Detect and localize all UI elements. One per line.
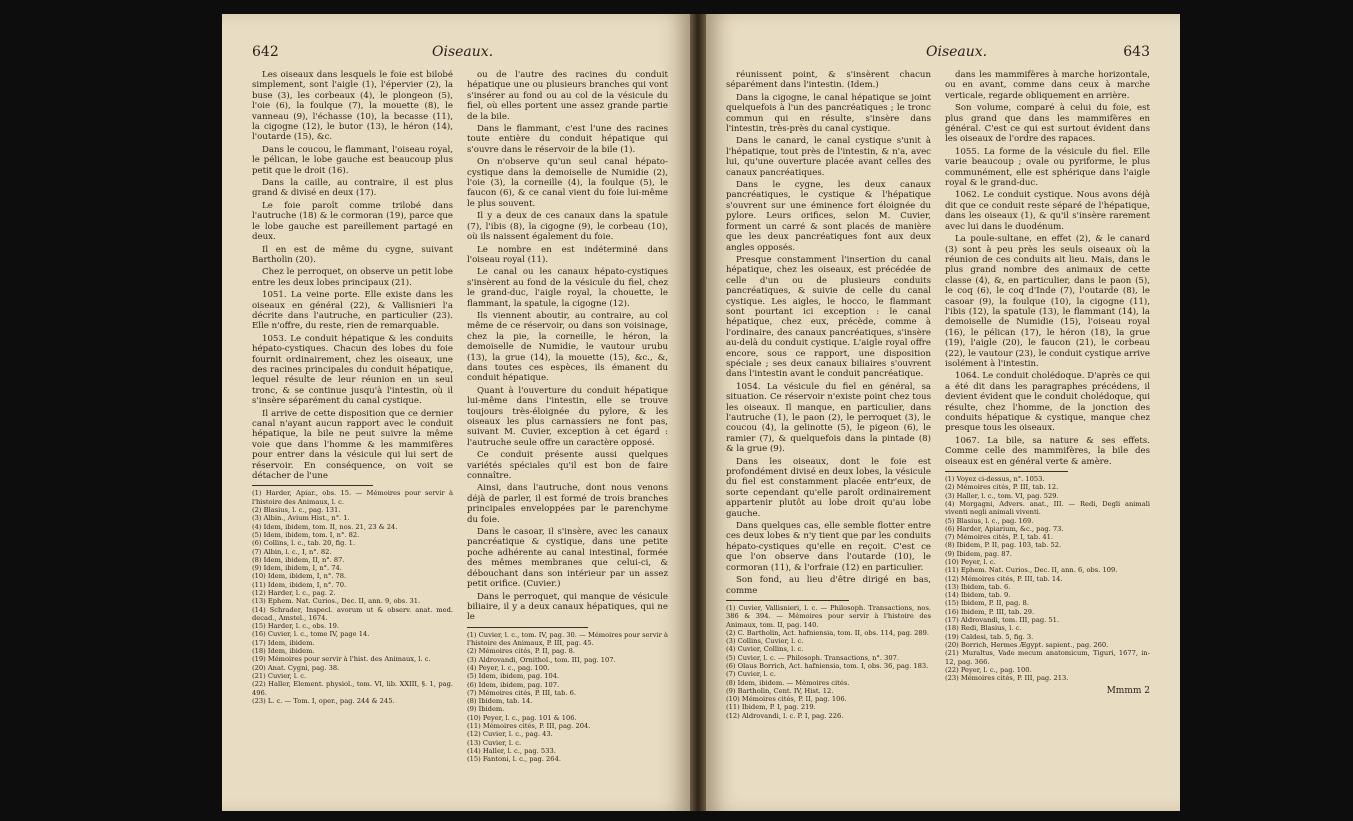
footnote: (13) Ibidem, tab. 6. — [945, 582, 1011, 591]
right-column-2 — [945, 70, 1150, 797]
right-page — [706, 14, 1180, 811]
footnote: (21) Cuvier, l. c. — [252, 671, 307, 680]
paragraph: 1067. La bile, sa nature & ses effets. Comme celle des mammifères, la bile des oiseaux est en général verte & amère. — [945, 435, 1150, 467]
footnote: (1) Voyez ci-dessus, n°. 1053. — [945, 475, 1045, 484]
left-column-1 — [252, 70, 453, 797]
right-columns — [726, 70, 1150, 797]
footnote: (7) Cuvier, l. c. — [726, 670, 776, 679]
footnote: (10) Peyer, l. c. — [945, 558, 996, 566]
footnote: (1) Cuvier, Vallisnieri, l. c. — Philosoph. Transactions, nos. 386 & 394. — Mémoires pour servir à l'histoire des Animaux, tom. II, pag. 140. — [726, 603, 931, 629]
paragraph: Dans la cigogne, le canal hépatique se joint quelquefois à l'un des pancréatiques ; le tronc commun qui en résulte, s'insère dans l'intestin, très-près du canal cystique. — [726, 92, 931, 135]
footnote: (21) Muraltus, Vade mecum anatomicum, Tiguri, 1677, in-12, pag. 366. — [945, 649, 1150, 666]
footnote: (12) Aldrovandi, l. c. P. I, pag. 226. — [726, 711, 844, 720]
footnote: (14) Haller, l. c., pag. 533. — [467, 746, 556, 755]
footnote: (4) Idem, ibidem, tom. II, nos. 21, 23 & 24. — [252, 522, 398, 531]
right-col2-paragraphs — [945, 70, 1150, 467]
left-column-2 — [467, 70, 668, 797]
paragraph: Dans les oiseaux, dont le foie est profondément divisé en deux lobes, la vésicule du fiel est constamment placée entr'eux, de sorte cependant qu'elle paroît ordinairement appartenir plutôt au lobe droit qu'au lobe gauche. — [726, 456, 931, 519]
paragraph: Chez le perroquet, on observe un petit lobe entre les deux lobes principaux (21). — [252, 267, 453, 288]
footnote: (23) Mémoires cités, P. III, pag. 213. — [945, 674, 1069, 683]
right-col1-paragraphs — [726, 70, 931, 596]
left-running-header: Oiseaux. — [432, 44, 494, 60]
footnote: (23) L. c. — Tom. I, oper., pag. 244 & 245. — [252, 696, 395, 705]
footnote: (5) Cuvier, l. c. — Philosoph. Transactions, n°. 307. — [726, 653, 899, 662]
footnote: (22) Haller, Element. physiol., tom. VI, lib. XXIII, §. 1, pag. 496. — [252, 680, 453, 697]
footnote: (19) Caldesi, tab. 5, fig. 3. — [945, 632, 1034, 641]
left-page — [222, 14, 690, 811]
footnote: (12) Harder, l. c., pag. 2. — [252, 589, 336, 597]
paragraph: Les oiseaux dans lesquels le foie est bilobé simplement, sont l'aigle (1), l'épervier (2), la buse (3), les corbeaux (4), le plongeon (5), l'oie (6), la foulque (7), la mouette (8), le vanneau (9), l'échasse (10), la becasse (11), la cigogne (12), le butor (13), le héron (14), l'outarde (15), &c. — [252, 70, 453, 143]
paragraph: 1054. La vésicule du fiel en général, sa situation. Ce réservoir n'existe point chez tous les oiseaux. Il manque, en particulier, dans l'autruche (1), le paon (2), le perroquet (3), le coucou (4), la gelinotte (5), le pigeon (6), le ramier (7), & quelquefois dans la pintade (8) & la grue (9). — [726, 381, 931, 455]
paragraph: Le canal ou les canaux hépato-cystiques s'insèrent au fond de la vésicule du fiel, chez le grand-duc, l'aigle royal, la chouette, le flammant, la spatule, la cigogne (12). — [467, 267, 668, 309]
footnote: (2) C. Bartholin, Act. hafniensia, tom. II, obs. 114, pag. 289. — [726, 628, 930, 637]
paragraph: On n'observe qu'un seul canal hépato-cystique dans la demoiselle de Numidie (2), l'oie (3), la corneille (4), la foulque (5), le faucon (6), & ce canal vient du foie lui-même le plus souvent. — [467, 157, 668, 209]
footnote: (20) Anat. Cygni, pag. 38. — [252, 663, 340, 672]
footnote: (18) Redi, Blasius, l. c. — [945, 624, 1022, 633]
footnote: (9) Bartholin, Cent. IV, Hist. 12. — [726, 686, 834, 695]
right-col2-footnotes — [945, 475, 1150, 682]
footnote: (3) Haller, l. c., tom. VI, pag. 529. — [945, 491, 1059, 500]
paragraph: Le foie paroît comme trilobé dans l'autruche (18) & le cormoran (19), parce que le lobe gauche est pareillement partagé en deux. — [252, 200, 453, 243]
footnote: (7) Albin, l. c., I, n°. 82. — [252, 547, 332, 556]
paragraph: réunissent point, & s'insèrent chacun séparément dans l'intestin. (Idem.) — [726, 70, 931, 91]
footnote: (11) Idem, ibidem, I, n°. 70. — [252, 580, 347, 589]
footnote: (2) Mémoires cités, P. III, tab. 12. — [945, 483, 1059, 492]
footnote: (14) Schrader, Inspecl. avorum ut & observ. anat. med. decad., Amstel., 1674. — [252, 605, 453, 622]
footnote: (18) Idem, ibidem. — [252, 647, 315, 656]
paragraph: 1051. La veine porte. Elle existe dans les oiseaux en général (22), & Vallisnieri l'a décrite dans l'autruche, en particulier (23). Elle n'offre, du reste, rien de remarquable. — [252, 290, 453, 332]
footnote: (5) Idem, ibidem, pag. 104. — [467, 672, 560, 681]
footnote: (17) Idem, ibidem. — [252, 638, 315, 647]
paragraph: Presque constamment l'insertion du canal hépatique, chez les oiseaux, est précédée de celle d'un ou de plusieurs conduits pancréatiques, & suivie de celle du canal cystique. Les aigles, le hocco, le flammant sont pourtant ici exception : le canal hépatique, chez eux, précède, comme à l'ordinaire, des canaux pancréatiques, s'insère au-delà du conduit cystique. L'aigle royal offre encore, sous ce rapport, une disposition spéciale ; ses deux canaux biliaires s'ouvrent dans l'intestin avant le conduit pancréatique. — [726, 254, 931, 380]
paragraph: Son fond, au lieu d'être dirigé en bas, comme — [726, 575, 931, 596]
footnote: (15) Ibidem, P. II, pag. 8. — [945, 599, 1029, 608]
paragraph: Dans le casoar, il s'insère, avec les canaux pancréatique & cystique, dans une petite poche adhérente au canal intestinal, formée des mêmes membranes que celui-ci, & débouchant dans son intérieur par un assez petit orifice. (Cuvier.) — [467, 527, 668, 590]
paragraph: dans les mammifères à marche horizontale, ou en avant, comme dans ceux à marche verticale, regarde obliquement en arrière. — [945, 70, 1150, 101]
paragraph: 1055. La forme de la vésicule du fiel. Elle varie beaucoup ; ovale ou pyriforme, le plus communément, elle est sphérique dans l'aigle royal & le grand-duc. — [945, 146, 1150, 189]
footnote: (3) Collins, Cuvier, l. c. — [726, 637, 804, 646]
paragraph: Dans quelques cas, elle semble flotter entre ces deux lobes & n'y tient que par les conduits hépato-cystiques qu'elle en reçoit. C'est ce que l'on observe dans l'outarde (10), le cormoran (11), & l'orfraie (12) en particulier. — [726, 521, 931, 573]
left-col1-footnotes — [252, 489, 453, 705]
footnote: (9) Ibidem. — [467, 705, 505, 714]
paragraph: Le nombre en est indéterminé dans l'oiseau royal (11). — [467, 244, 668, 265]
footnote: (11) Ibidem, P. I, pag. 219. — [726, 703, 816, 712]
footnote: (4) Cuvier, Collins, l. c. — [726, 645, 804, 654]
paragraph: 1053. Le conduit hépatique & les conduits hépato-cystiques. Chacun des lobes du foie fournit ordinairement, chez les oiseaux, une des racines principales du conduit hépatique, lequel résulte de leur réunion en un seul tronc, & se continue jusqu'à l'intestin, où il s'insère séparément du canal cystique. — [252, 333, 453, 407]
footnote: (10) Peyer, l. c., pag. 101 & 106. — [467, 713, 577, 722]
footnote: (4) Morgagni, Advers. anat., III. — Redi, Degli animali viventi negli animali viventi. — [945, 499, 1150, 517]
paragraph: Dans le coucou, le flammant, l'oiseau royal, le pélican, le lobe gauche est beaucoup plus petit que le droit (16). — [252, 144, 453, 176]
footnote: (11) Mémoires cités, P. III, pag. 204. — [467, 721, 591, 730]
footnote: (17) Aldrovandi, tom. III, pag. 51. — [945, 616, 1059, 625]
footnote: (3) Aldrovandi, Ornithol., tom. III, pag. 107. — [467, 655, 616, 664]
paragraph: 1064. Le conduit cholédoque. D'après ce qui a été dit dans les paragraphes précédens, il devient évident que le conduit cholédoque, qui résulte, chez l'homme, de la jonction des conduits hépatique & cystique, manque chez presque tous les oiseaux. — [945, 371, 1150, 434]
footnote: (19) Mémoires pour servir à l'hist. des Animaux, l. c. — [252, 655, 431, 664]
right-running-header: Oiseaux. — [926, 44, 988, 60]
footnote: (7) Mémoires cités, P. I, tab. 41. — [945, 533, 1053, 542]
paragraph: ou de l'autre des racines du conduit hépatique une ou plusieurs branches qui vont s'insérer au fond ou au col de la vésicule du fiel, où elles portent une assez grande partie de la bile. — [467, 70, 668, 122]
footnote: (4) Peyer, l. c., pag. 100. — [467, 663, 550, 672]
footnote: (16) Ibidem, P. III, tab. 29. — [945, 607, 1035, 616]
footnote-rule — [252, 485, 373, 486]
footnote: (2) Blasius, l. c., pag. 131. — [252, 506, 341, 515]
footnote: (10) Idem, ibidem, I, n°. 78. — [252, 572, 347, 581]
paragraph: Dans le perroquet, qui manque de vésicule biliaire, il y a deux canaux hépatiques, qui ne le — [467, 591, 668, 623]
footnote: (11) Ephem. Nat. Curios., Dec. II, ann. 6, obs. 109. — [945, 566, 1118, 575]
footnote: (14) Ibidem, tab. 9. — [945, 591, 1011, 600]
left-col1-paragraphs — [252, 70, 453, 481]
right-col1-footnotes — [726, 604, 931, 720]
paragraph: Il y a deux de ces canaux dans la spatule (7), l'ibis (8), la cigogne (9), le corbeau (10), où ils naissent également du foie. — [467, 211, 668, 243]
footnote: (15) Harder, l. c., obs. 19. — [252, 622, 339, 631]
footnote: (1) Cuvier, l. c., tom. IV, pag. 30. — Mémoires pour servir à l'histoire des Animaux, P. III, pag. 45. — [467, 630, 668, 648]
signature-mark: Mmmm 2 — [1106, 686, 1150, 697]
book-gutter — [690, 14, 706, 811]
paragraph: Il arrive de cette disposition que ce dernier canal n'ayant aucun rapport avec le conduit hépatique, la bile ne peut suivre la même voie que dans l'homme & les mammifères pour entrer dans la vésicule qui lui sert de réservoir. En conséquence, on voit se détacher de l'une — [252, 408, 453, 482]
left-columns — [252, 70, 668, 797]
footnote: (8) Ibidem, P. II, pag. 103, tab. 52. — [945, 541, 1062, 550]
paragraph: Son volume, comparé à celui du foie, est plus grand que dans les mammifères en général. C'est ce qui est surtout évident dans les oiseaux de l'ordre des rapaces. — [945, 103, 1150, 145]
footnote: (8) Idem, ibidem. — Mémoires cités. — [726, 678, 850, 687]
footnote: (13) Ephem. Nat. Curios., Dec. II, ann. 9, obs. 31. — [252, 597, 421, 606]
footnote-rule — [945, 471, 1068, 472]
footnote: (6) Idem, ibidem, pag. 107. — [467, 680, 560, 689]
paragraph: Dans la caille, au contraire, il est plus grand & divisé en deux (17). — [252, 178, 453, 199]
paragraph: Ce conduit présente aussi quelques variétés spéciales qu'il est bon de faire connaître. — [467, 450, 668, 482]
left-col2-footnotes — [467, 631, 668, 764]
paragraph: La poule-sultane, en effet (2), & le canard (3) sont à peu près les seuls oiseaux où la réunion de ces conduits ait lieu. Mais, dans le plus grand nombre des animaux de cette classe (4), &, en particulier, dans le paon (5), le coq (6), le coq d'Inde (7), l'outarde (8), le casoar (9), la foulque (10), la cigogne (11), l'ibis (12), la spatule (13), le flammant (14), la demoiselle de Numidie (15), l'oiseau royal (16), le pélican (17), le héron (18), la grue (19), l'aigle (20), le faucon (21), le corbeau (22), le vautour (23), le conduit cystique arrive isolément à l'intestin. — [945, 234, 1150, 369]
right-column-1 — [726, 70, 931, 797]
paragraph: Dans le canard, le canal cystique s'unit à l'hépatique, tout près de l'intestin, & n'a, avec lui, qu'une ouverture placée avant celles des canaux pancréatiques. — [726, 136, 931, 178]
left-page-number: 642 — [252, 44, 279, 60]
footnote: (6) Collins, l. c., tab. 20, fig. 1. — [252, 539, 356, 548]
footnote: (13) Cuvier, l. c. — [467, 738, 522, 747]
paragraph: Ainsi, dans l'autruche, dont nous venons déjà de parler, il est formé de trois branches principales enveloppées par le parenchyme du foie. — [467, 483, 668, 525]
footnote: (7) Mémoires cités, P. III, tab. 6. — [467, 688, 576, 697]
footnote: (1) Harder, Apiar., obs. 15. — Mémoires pour servir à l'histoire des Animaux, l. c. — [252, 489, 453, 506]
footnote: (8) Ibidem, tab. 14. — [467, 697, 533, 706]
left-col2-paragraphs — [467, 70, 668, 623]
footnote: (5) Idem, ibidem, tom. I, n°. 82. — [252, 530, 360, 539]
footnote: (2) Mémoires cités, P. II, pag. 8. — [467, 647, 575, 656]
footnote: (6) Olaus Borrich, Act. hafniensia, tom. I, obs. 36, pag. 183. — [726, 661, 929, 670]
footnote: (3) Albin., Avium Hist., n°. 1. — [252, 514, 350, 523]
footnote-rule — [726, 600, 849, 601]
right-page-number: 643 — [1123, 44, 1150, 60]
footnote: (12) Cuvier, l. c., pag. 43. — [467, 730, 553, 739]
paragraph: Ils viennent aboutir, au contraire, au col même de ce réservoir, ou dans son voisinage, chez la pie, la corneille, le héron, la demoiselle de Numidie, le vautour urubu (13), la grue (14), la mouette (15), &c., &, dans toutes ces espèces, ils émanent du conduit hépatique. — [467, 310, 668, 384]
footnote: (12) Mémoires cités, P. III, tab. 14. — [945, 574, 1063, 583]
paragraph: Il en est de même du cygne, suivant Bartholin (20). — [252, 244, 453, 265]
footnote: (16) Cuvier, l. c., tome IV, page 14. — [252, 630, 370, 639]
paragraph: 1062. Le conduit cystique. Nous avons déjà dit que ce conduit reste séparé de l'hépatique, dans les oiseaux (1), & qu'il s'insère rarement avec lui dans le duodénum. — [945, 190, 1150, 232]
footnote: (8) Idem, ibidem, II, n°. 87. — [252, 555, 345, 564]
footnote: (9) Idem, ibidem, I, n°. 74. — [252, 564, 342, 573]
footnote-rule — [467, 627, 588, 628]
footnote: (10) Mémoires cités, P. II, pag. 106. — [726, 695, 847, 704]
paragraph: Dans le flammant, c'est l'une des racines toute entière du conduit hépatique qui s'ouvre dans le réservoir de la bile (1). — [467, 124, 668, 155]
footnote: (15) Fantoni, l. c., pag. 264. — [467, 755, 561, 764]
paragraph: Dans le cygne, les deux canaux pancréatiques, le cystique & l'hépatique s'ouvrent sur une éminence fort éloignée du pylore. Leurs orifices, selon M. Cuvier, forment un carré & sont placés de manière que les deux pancréatiques font aux deux angles opposés. — [726, 180, 931, 253]
footnote: (6) Harder, Apiarium, &c., pag. 73. — [945, 524, 1064, 533]
footnote: (20) Borrich, Hermes Ægypt. sapient., pag. 260. — [945, 640, 1109, 649]
footnote: (5) Blasius, l. c., pag. 169. — [945, 516, 1034, 525]
paragraph: Quant à l'ouverture du conduit hépatique lui-même dans l'intestin, elle se trouve toujours très-éloignée du pylore, & les oiseaux les plus carnassiers ne font pas, suivant M. Cuvier, exception à cet égard : l'autruche seule offre un caractère opposé. — [467, 385, 668, 448]
footnote: (9) Ibidem, pag. 87. — [945, 549, 1012, 558]
footnote: (22) Peyer, l. c., pag. 100. — [945, 665, 1032, 674]
